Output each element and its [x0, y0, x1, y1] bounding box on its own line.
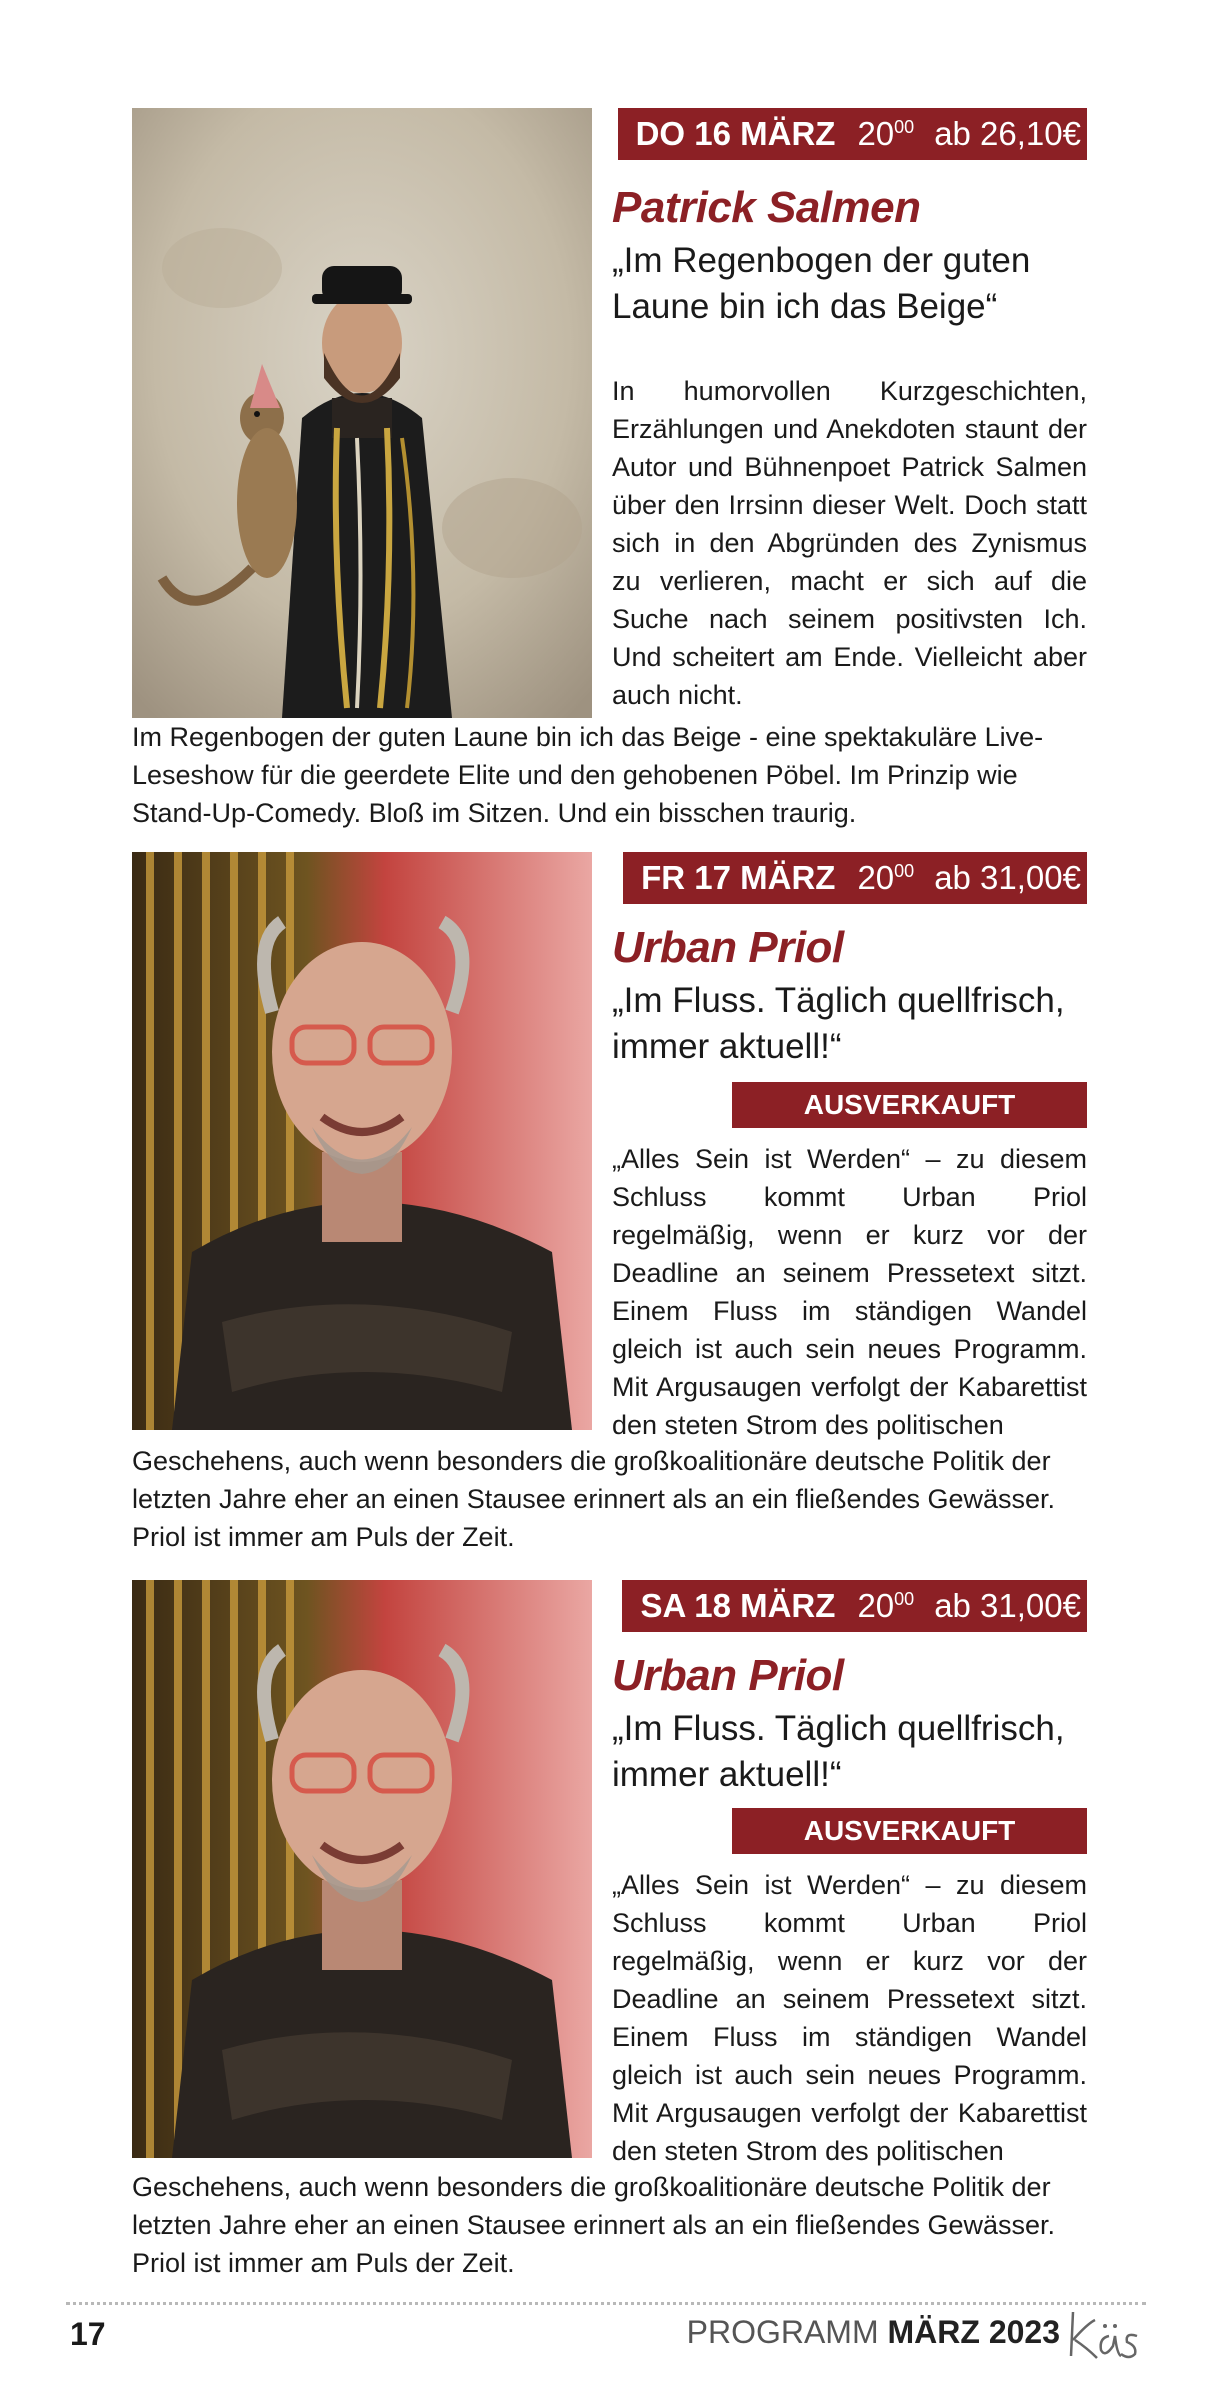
date-banner: [618, 108, 1087, 160]
kaes-logo: [1065, 2306, 1141, 2369]
event-description: „Alles Sein ist Werden“ – zu diesem Schluss kommt Urban Priol regelmäßig, wenn er kurz vor der Deadline an seinem Pressetext sitzt. Einem Fluss im ständigen Wandel gleich ist auch sein neues Programm. Mit Argusaugen verfolgt der Kabarettist den steten Strom des politischen: [612, 1144, 1087, 1440]
event-price: ab 31,00€: [934, 1587, 1081, 1624]
performer-name: Urban Priol: [612, 1651, 844, 1700]
sold-out-badge: AUSVERKAUFT: [732, 1082, 1087, 1128]
performer-photo: [132, 108, 592, 718]
event-text-column: [612, 1650, 1087, 1798]
performer-photo: [132, 1580, 592, 2158]
program-title: „Im Fluss. Täglich quellfrisch, immer aktuell!“: [612, 1709, 1065, 1794]
event-description-continued: Geschehens, auch wenn besonders die großkoalitionäre deutsche Politik der letzten Jahre eher an einen Stausee erinnert als an ein fließendes Gewässer. Priol ist immer am Puls der Zeit.: [132, 2172, 1056, 2278]
event-text-column: [612, 182, 1087, 714]
kaes-logo-icon: [1065, 2306, 1141, 2364]
performer-name: Patrick Salmen: [612, 183, 921, 232]
event-date: DO 16 MÄRZ: [635, 115, 836, 152]
event-patrick-salmen: [132, 108, 1087, 830]
event-price: ab 26,10€: [934, 115, 1081, 152]
event-photo-priol: [132, 852, 592, 1430]
event-date: SA 18 MÄRZ: [640, 1587, 836, 1624]
svg-text:käs: käs: [1065, 2306, 1067, 2307]
date-banner: [622, 1580, 1087, 1632]
program-title: „Im Fluss. Täglich quellfrisch, immer aktuell!“: [612, 981, 1065, 1066]
event-time: $20^{00}$: [857, 859, 915, 896]
event-photo-salmen: [132, 108, 592, 718]
event-urban-priol-2: [132, 1580, 1087, 2282]
footer-program-title: PROGRAMM MÄRZ 2023: [686, 2314, 1060, 2350]
event-price: ab 31,00€: [934, 859, 1081, 896]
date-banner: [623, 852, 1087, 904]
footer-divider: [66, 2302, 1146, 2305]
event-description: „Alles Sein ist Werden“ – zu diesem Schluss kommt Urban Priol regelmäßig, wenn er kurz vor der Deadline an seinem Pressetext sitzt. Einem Fluss im ständigen Wandel gleich ist auch sein neues Programm. Mit Argusaugen verfolgt der Kabarettist den steten Strom des politischen: [612, 1870, 1087, 2166]
event-description-continued: Geschehens, auch wenn besonders die großkoalitionäre deutsche Politik der letzten Jahre eher an einen Stausee erinnert als an ein fließendes Gewässer. Priol ist immer am Puls der Zeit.: [132, 1446, 1056, 1552]
performer-name: Urban Priol: [612, 923, 844, 972]
event-date: FR 17 MÄRZ: [641, 859, 836, 896]
performer-photo: [132, 852, 592, 1430]
event-time: $20^{00}$: [857, 115, 915, 152]
page-number: 17: [70, 2316, 106, 2352]
sold-out-badge: AUSVERKAUFT: [732, 1808, 1087, 1854]
event-photo-priol: [132, 1580, 592, 2158]
event-description: In humorvollen Kurzgeschichten, Erzählungen und Anekdoten staunt der Autor und Bühnenpoet Patrick Salmen über den Irrsinn dieser Welt. Doch statt sich in den Abgründen des Zynismus zu verlieren, macht er sich auf die Suche nach seinem positivsten Ich. Und scheitert am Ende. Vielleicht aber auch nicht.: [612, 376, 1087, 710]
event-time: $20^{00}$: [857, 1587, 915, 1624]
program-title: „Im Regenbogen der guten Laune bin ich das Beige“: [612, 241, 1031, 326]
event-urban-priol-1: [132, 852, 1087, 1554]
event-text-column: [612, 922, 1087, 1070]
event-description-continued: Im Regenbogen der guten Laune bin ich das Beige - eine spektakuläre Live-Leseshow für die geerdete Elite und den gehobenen Pöbel. Im Prinzip wie Stand-Up-Comedy. Bloß im Sitzen. Und ein bisschen traurig.: [132, 722, 1044, 828]
